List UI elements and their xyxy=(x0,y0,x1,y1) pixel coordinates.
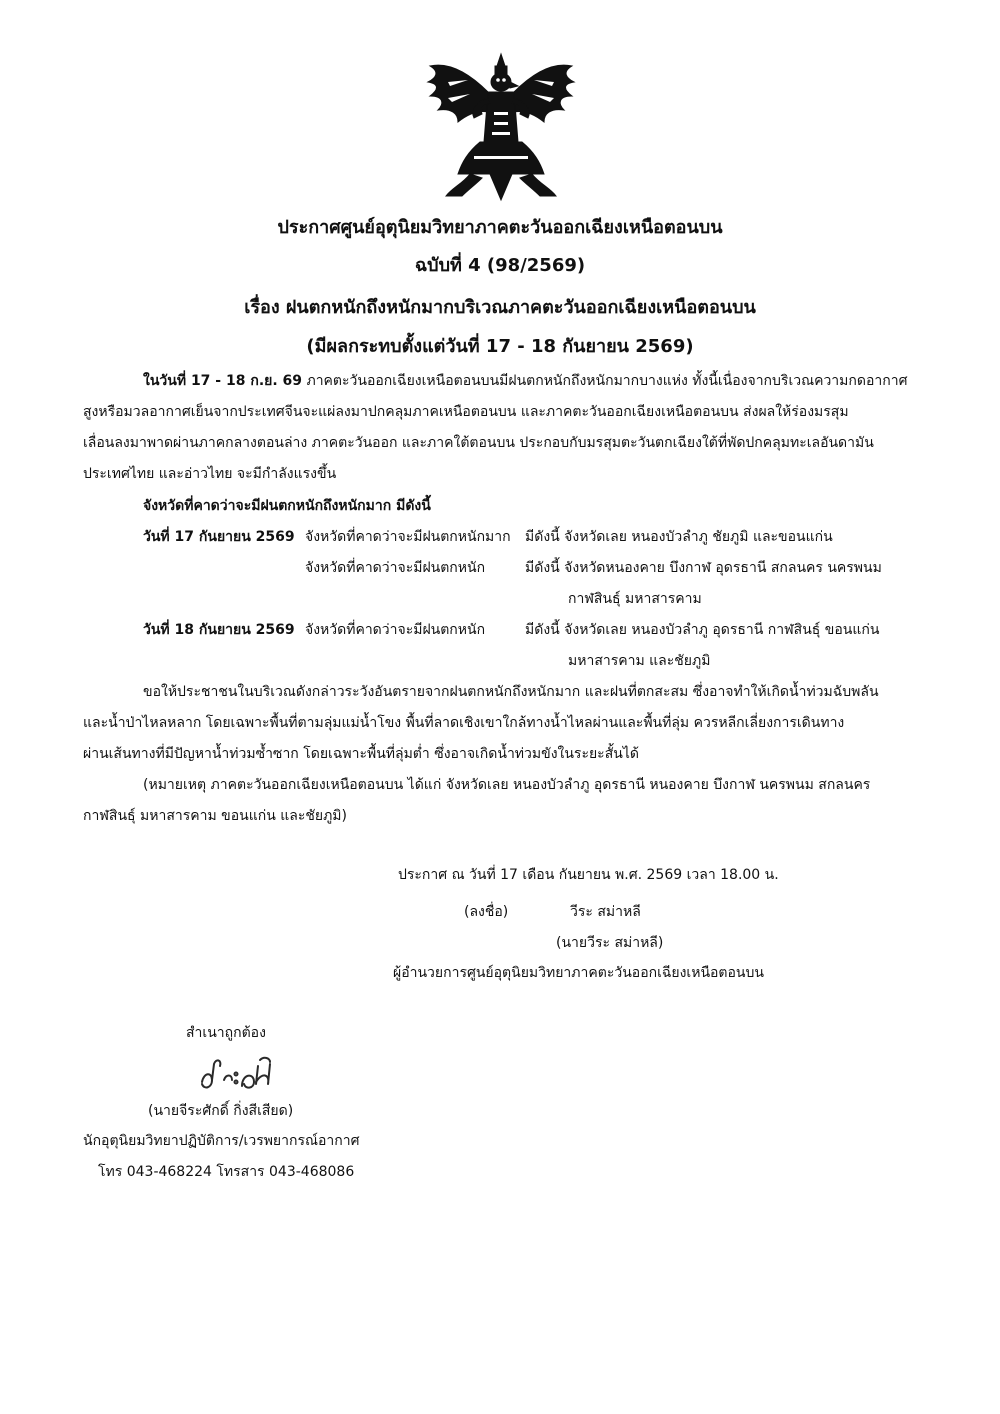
day1-provinces-2-line-1: มีดังนี้ จังหวัดหนองคาย บึงกาฬ อุดรธานี สกลนคร นครพนม xyxy=(525,560,882,576)
intro-paragraph xyxy=(83,366,925,490)
announcement-date: ประกาศ ณ วันที่ 17 เดือน กันยายน พ.ศ. 2569 เวลา 18.00 น. xyxy=(398,867,779,883)
day1-provinces-2-line-2: กาฬสินธุ์ มหาสารคาม xyxy=(568,591,702,607)
note-line-2: กาฬสินธุ์ มหาสารคาม ขอนแก่น และชัยภูมิ) xyxy=(83,808,347,824)
day1-heavy-label: จังหวัดที่คาดว่าจะมีฝนตกหนักมาก xyxy=(305,529,511,545)
intro-line-1-text: ภาคตะวันออกเฉียงเหนือตอนบนมีฝนตกหนักถึงหนักมากบางแห่ง ทั้งนี้เนื่องจากบริเวณความกดอากาศ xyxy=(302,373,908,389)
intro-date-lead: ในวันที่ 17 - 18 ก.ย. 69 xyxy=(143,373,303,389)
note-paragraph xyxy=(83,770,925,832)
forecast-heading: จังหวัดที่คาดว่าจะมีฝนตกหนักถึงหนักมาก มีดังนี้ xyxy=(143,498,431,514)
certified-copy-label: สำเนาถูกต้อง xyxy=(186,1025,266,1041)
intro-line-2: สูงหรือมวลอากาศเย็นจากประเทศจีนจะแผ่ลงมาปกคลุมภาคเหนือตอนบน และภาคตะวันออกเฉียงเหนือตอนบน ส่งผลให้ร่องมรสุม xyxy=(83,404,849,420)
day2-provinces-line-1: มีดังนี้ จังหวัดเลย หนองบัวลำภู อุดรธานี กาฬสินธุ์ ขอนแก่น xyxy=(525,622,880,638)
intro-line-1 xyxy=(83,366,925,397)
signer-full-name: (นายวีระ สม่าหลี) xyxy=(556,935,664,951)
note-line-1: (หมายเหตุ ภาคตะวันออกเฉียงเหนือตอนบน ได้แก่ จังหวัดเลย หนองบัวลำภู อุดรธานี หนองคาย บึงกาฬ นครพนม สกลนคร xyxy=(143,777,871,793)
garuda-emblem-icon xyxy=(418,52,584,202)
handwritten-signature xyxy=(196,1052,278,1096)
contact-phone-fax: โทร 043-468224 โทรสาร 043-468086 xyxy=(98,1164,355,1180)
intro-line-3: เลื่อนลงมาพาดผ่านภาคกลางตอนล่าง ภาคตะวันออก และภาคใต้ตอนบน ประกอบกับมรสุมตะวันตกเฉียงใต้ที่พัดปกคลุมทะเลอันดามัน xyxy=(83,435,874,451)
warning-line-3: ผ่านเส้นทางที่มีปัญหาน้ำท่วมซ้ำซาก โดยเฉพาะพื้นที่ลุ่มต่ำ ซึ่งอาจเกิดน้ำท่วมขังในระยะสั้นได้ xyxy=(83,746,639,762)
intro-line-4: ประเทศไทย และอ่าวไทย จะมีกำลังแรงขึ้น xyxy=(83,466,337,482)
day1-date: วันที่ 17 กันยายน 2569 xyxy=(143,529,295,545)
day2-label: จังหวัดที่คาดว่าจะมีฝนตกหนัก xyxy=(305,622,486,638)
signer-position: ผู้อำนวยการศูนย์อุตุนิยมวิทยาภาคตะวันออกเฉียงเหนือตอนบน xyxy=(393,965,764,981)
warning-line-1: ขอให้ประชาชนในบริเวณดังกล่าวระวังอันตรายจากฝนตกหนักถึงหนักมาก และฝนที่ตกสะสม ซึ่งอาจทำให้เกิดน้ำท่วมฉับพลัน xyxy=(143,684,879,700)
day1-label-2: จังหวัดที่คาดว่าจะมีฝนตกหนัก xyxy=(305,560,486,576)
signed-label: (ลงชื่อ) xyxy=(464,904,509,920)
certifier-position: นักอุตุนิยมวิทยาปฏิบัติการ/เวรพยากรณ์อากาศ xyxy=(83,1133,360,1149)
warning-paragraph xyxy=(83,677,925,770)
day2-date: วันที่ 18 กันยายน 2569 xyxy=(143,622,295,638)
warning-line-2: และน้ำป่าไหลหลาก โดยเฉพาะพื้นที่ตามลุ่มแม่น้ำโขง พื้นที่ลาดเชิงเขาใกล้ทางน้ำไหลผ่านและพื้นที่ลุ่ม ควรหลีกเลี่ยงการเดินทาง xyxy=(83,715,845,731)
signer-name: วีระ สม่าหลี xyxy=(570,904,641,920)
announcement-title: ประกาศศูนย์อุตุนิยมวิทยาภาคตะวันออกเฉียงเหนือตอนบน xyxy=(277,217,723,238)
announcement-effective-period: (มีผลกระทบตั้งแต่วันที่ 17 - 18 กันยายน 2569) xyxy=(306,336,694,357)
day1-heavy-provinces: มีดังนี้ จังหวัดเลย หนองบัวลำภู ชัยภูมิ และขอนแก่น xyxy=(525,529,833,545)
day2-provinces-line-2: มหาสารคาม และชัยภูมิ xyxy=(568,653,711,669)
certifier-name: (นายจีระศักดิ์ กิ่งสีเสียด) xyxy=(148,1103,294,1119)
announcement-subject: เรื่อง ฝนตกหนักถึงหนักมากบริเวณภาคตะวันออกเฉียงเหนือตอนบน xyxy=(244,297,756,318)
announcement-number: ฉบับที่ 4 (98/2569) xyxy=(414,255,586,276)
